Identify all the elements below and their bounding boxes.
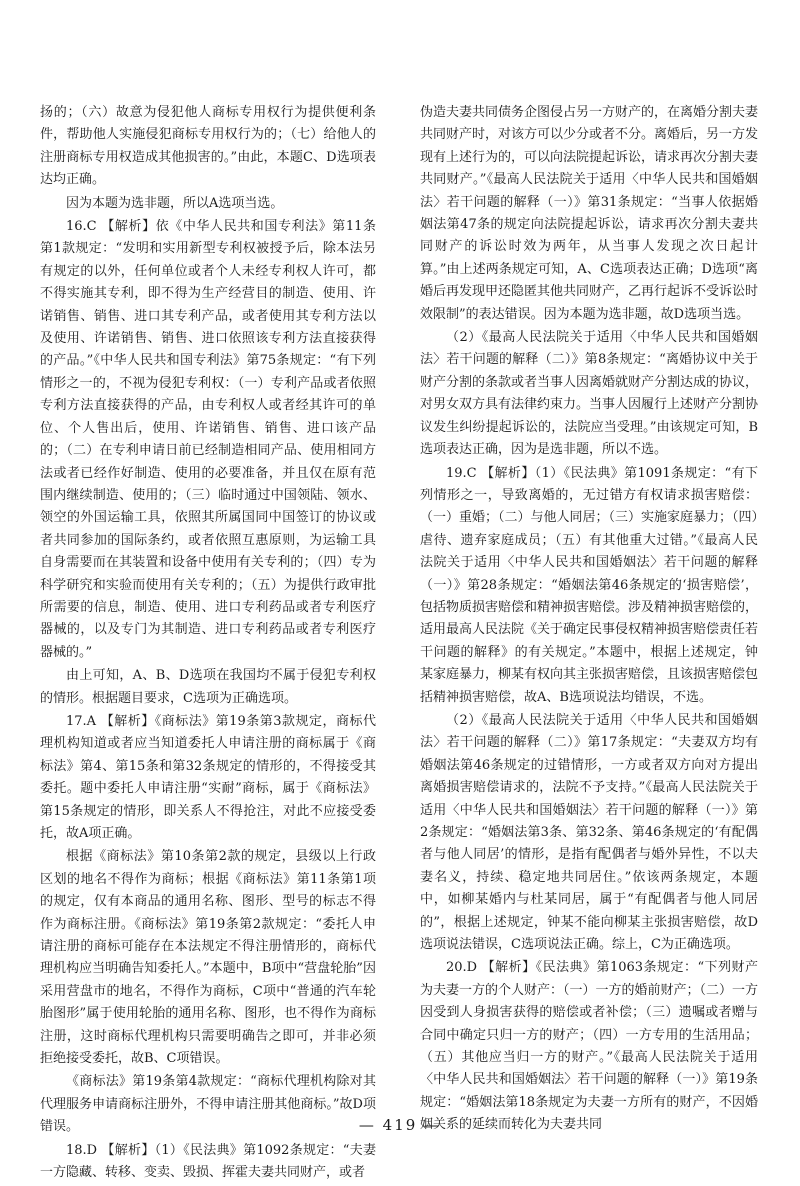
paragraph: 20.D 【解析】《民法典》第1063条规定：“下列财产为夫妻一方的个人财产：（一）一方的婚前财产；（二）一方因受到人身损害获得的赔偿或者补偿；（三）遗嘱或者赠与合同中确定只归一方的财产；（四）一方专用的生活用品；（五）其他应当归一方的财产。”《最高人民法院关于适用〈中华人民共和国婚姻法〉若干问题的解释（一）》第19条规定：“婚姻法第18条规定为夫妻一方所有的财产，不因婚姻关系的延续而转化为夫妻共同	[420, 960, 759, 1133]
paragraph: 17.A 【解析】《商标法》第19条第3款规定，商标代理机构知道或者应当知道委托人申请注册的商标属于《商标法》第4、第15条和第32条规定的情形的，不得接受其委托。题中委托人申请注册“实耐”商标，属于《商标法》第15条规定的情形，即关系人不得抢注，对此不应接受委托，故A项正确。	[40, 713, 376, 841]
paragraph: 因为本题为选非题，所以A选项当选。	[66, 195, 284, 211]
paragraph: 伪造夫妻共同债务企图侵占另一方财产的，在离婚分割夫妻共同财产时，对该方可以少分或者不分。离婚后，另一方发现有上述行为的，可以向法院提起诉讼，请求再次分割夫妻共同财产。”《最高人民法院关于适用〈中华人民共和国婚姻法〉若干问题的解释（一）》第31条规定：“当事人依据婚姻法第47条的规定向法院提起诉讼，请求再次分割夫妻共同财产的诉讼时效为两年，从当事人发现之次日起计算。”由上述两条规定可知，A、C选项表达正确；D选项“离婚后再发现甲还隐匿其他共同财产，乙再行起诉不受诉讼时效限制”的表达错误。因为本题为选非题，故D选项当选。	[420, 105, 759, 322]
paragraph: （2）《最高人民法院关于适用〈中华人民共和国婚姻法〉若干问题的解释（二）》第17条规定：“夫妻双方均有婚姻法第46条规定的过错情形，一方或者双方向对方提出离婚损害赔偿请求的，法院不予支持。”《最高人民法院关于适用〈中华人民共和国婚姻法〉若干问题的解释（一）》第2条规定：“婚姻法第3条、第32条、第46条规定的‘有配偶者与他人同居’的情形，是指有配偶者与婚外异性，不以夫妻名义，持续、稳定地共同居住。”依该两条规定，本题中，如柳某婚内与杜某同居，属于“有配偶者与他人同居的”，根据上述规定，钟某不能向柳某主张损害赔偿，故D选项说法错误，C选项说法正确。综上，C为正确选项。	[420, 712, 758, 953]
paragraph: 扬的；（六）故意为侵犯他人商标专用权行为提供便利条件，帮助他人实施侵犯商标专用权行为的；（七）给他人的注册商标专用权造成其他损害的。”由此，本题C、D选项表达均正确。	[40, 105, 376, 188]
paragraph: 19.C 【解析】（1）《民法典》第1091条规定：“有下列情形之一，导致离婚的，无过错方有权请求损害赔偿：（一）重婚；（二）与他人同居；（三）实施家庭暴力；（四）虐待、遗弃家庭成员；（五）有其他重大过错。”《最高人民法院关于适用〈中华人民共和国婚姻法〉若干问题的解释（一）》第28条规定：“婚姻法第46条规定的‘损害赔偿’，包括物质损害赔偿和精神损害赔偿。涉及精神损害赔偿的，适用最高人民法院《关于确定民事侵权精神损害赔偿责任若干问题的解释》的有关规定。”本题中，根据上述规定，钟某家庭暴力，柳某有权向其主张损害赔偿，且该损害赔偿包括精神损害赔偿，故A、B选项说法均错误，不选。	[420, 465, 759, 705]
paragraph: 18.D 【解析】（1）《民法典》第1092条规定：“夫妻一方隐藏、转移、变卖、毁损、挥霍夫妻共同财产，或者	[40, 1142, 376, 1181]
right-text-column	[420, 102, 758, 1138]
paragraph: 根据《商标法》第10条第2款的规定，县级以上行政区划的地名不得作为商标；根据《商标法》第11条第1项的规定，仅有本商品的通用名称、图形、型号的标志不得作为商标注册。《商标法》第19条第2款规定：“委托人申请注册的商标可能存在本法规定不得注册情形的，商标代理机构应当明确告知委托人。”本题中，B项中“营盘轮胎”因采用营盘市的地名，不得作为商标，C项中“普通的汽车轮胎图形”属于使用轮胎的通用名称、图形，也不得作为商标注册，这时商标代理机构只需要明确告之即可，并非必须拒绝接受委托，故B、C项错误。	[40, 849, 376, 1067]
page-number: — 419 —	[358, 1116, 442, 1134]
paragraph: 16.C 【解析】依《中华人民共和国专利法》第11条第1款规定：“发明和实用新型专利权被授予后，除本法另有规定的以外，任何单位或者个人未经专利权人许可，都不得实施其专利，即不得为生产经营目的制造、使用、许诺销售、销售、进口其专利产品，或者使用其专利方法以及使用、许诺销售、销售、进口依照该专利方法直接获得的产品。”《中华人民共和国专利法》第75条规定：“有下列情形之一的，不视为侵犯专利权：（一）专利产品或者依照专利方法直接获得的产品，由专利权人或者经其许可的单位、个人售出后，使用、许诺销售、销售、进口该产品的；（二）在专利申请日前已经制造相同产品、使用相同方法或者已经作好制造、使用的必要准备，并且仅在原有范围内继续制造、使用的；（三）临时通过中国领陆、领水、领空的外国运输工具，依照其所属国同中国签订的协议或者共同参加的国际条约，或者依照互惠原则，为运输工具自身需要而在其装置和设备中使用有关专利的；（四）专为科学研究和实验而使用有关专利的；（五）为提供行政审批所需要的信息，制造、使用、进口专利药品或者专利医疗器械的，以及专门为其制造、进口专利药品或者专利医疗器械的。”	[40, 219, 376, 660]
paragraph: 由上可知，A、B、D选项在我国均不属于侵犯专利权的情形。根据题目要求，C选项为正确选项。	[40, 668, 376, 706]
paragraph: （2）《最高人民法院关于适用〈中华人民共和国婚姻法〉若干问题的解释（二）》第8条规定：“离婚协议中关于财产分割的条款或者当事人因离婚就财产分割达成的协议，对男女双方具有法律约束力。当事人因履行上述财产分割协议发生纠纷提起诉讼的，法院应当受理。”由该规定可知，B选项表达正确，因为是选非题，所以不选。	[420, 330, 759, 458]
left-text-column	[40, 102, 376, 1186]
paragraph: 《商标法》第19条第4款规定：“商标代理机构除对其代理服务申请商标注册外，不得申请注册其他商标。”故D项错误。	[40, 1074, 376, 1135]
